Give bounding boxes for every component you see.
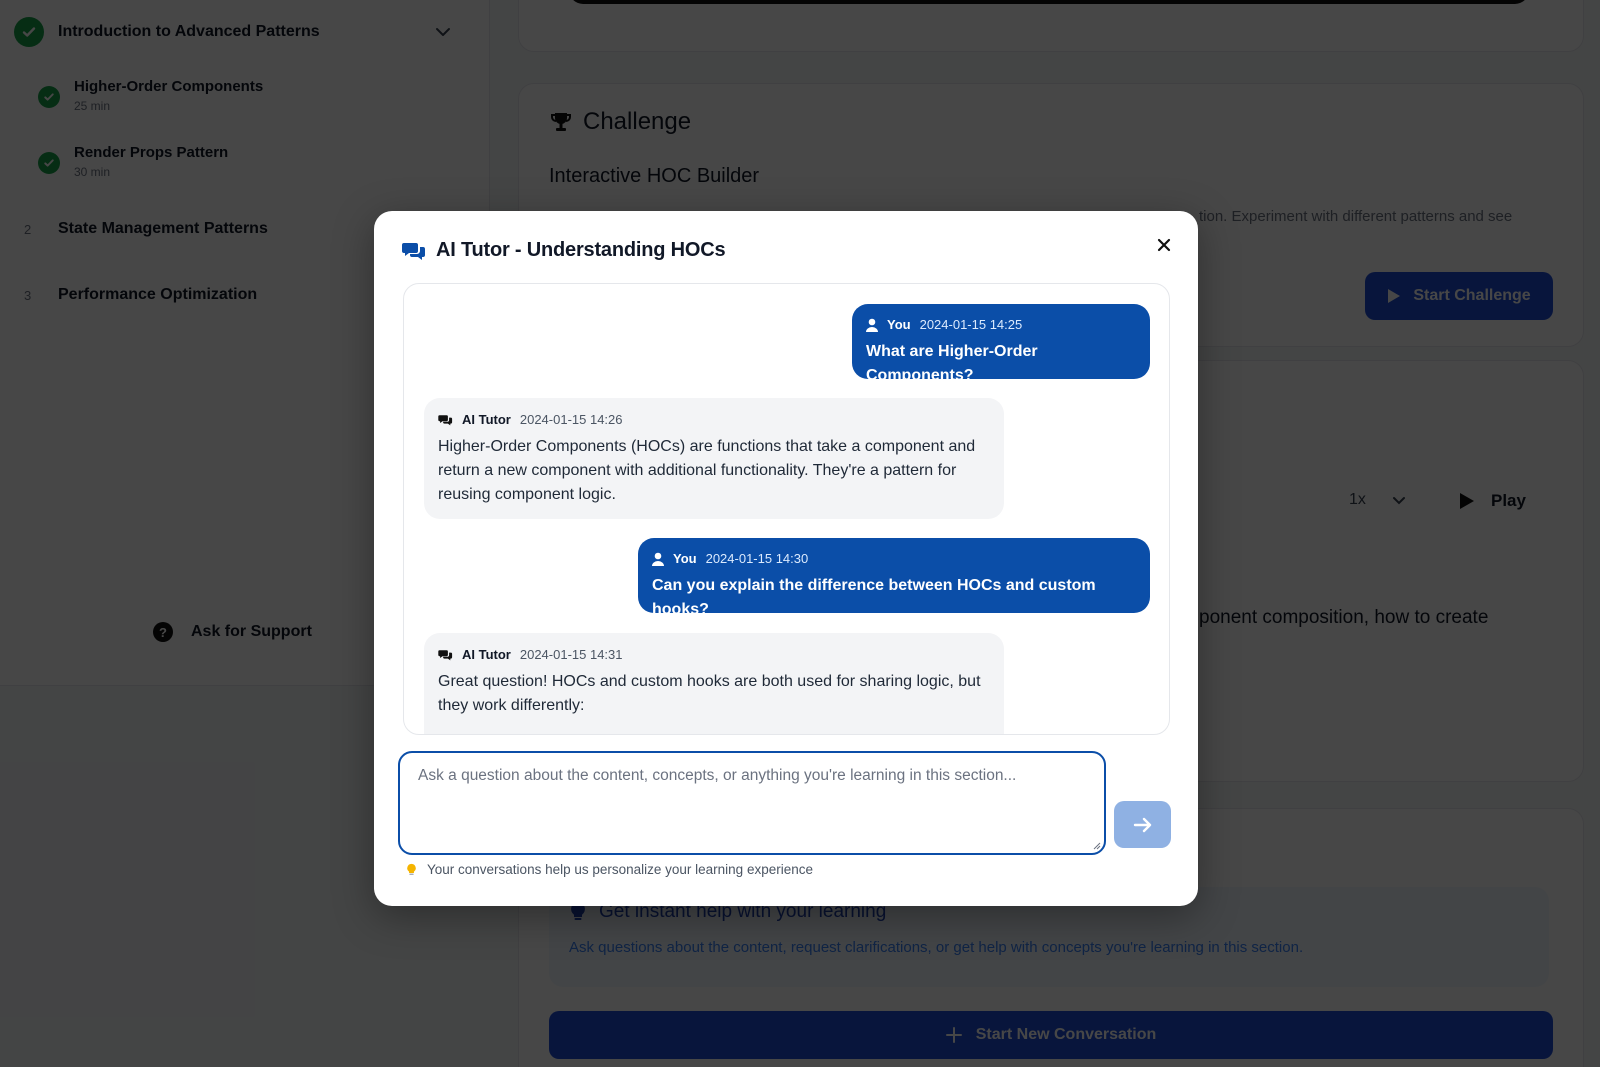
message-time: 2024-01-15 14:30 [705,551,809,566]
message-text: Higher-Order Components (HOCs) are functions that take a component and return a new component with additional functionality. They're a pattern for reusing component logic. [438,438,976,503]
chat-message-user [852,304,1150,384]
close-button[interactable] [1152,233,1176,257]
user-icon [866,318,878,332]
lightbulb-icon [406,863,417,877]
message-text: What are Higher-Order Components? [866,343,1038,384]
modal-title: AI Tutor - Understanding HOCs [436,239,726,261]
message-time: 2024-01-15 14:26 [519,412,623,427]
message-text: Can you explain the difference between HOCs and custom hooks? [652,577,1096,618]
arrow-right-icon [1133,816,1153,834]
chat-bubbles-icon [438,414,453,426]
hint-text: Your conversations help us personalize your learning experience [427,862,813,877]
resize-handle-icon[interactable] [1091,840,1101,850]
personalization-hint [406,862,813,877]
message-sender: You [887,317,911,332]
user-icon [652,552,664,566]
message-text: Great question! HOCs and custom hooks are both used for sharing logic, but they work differently: [438,673,981,714]
message-sender: You [673,551,697,566]
chat-message-ai [424,633,1004,735]
message-time: 2024-01-15 14:31 [519,647,623,662]
chat-bubbles-icon [402,241,426,261]
modal-header [402,239,725,262]
message-time: 2024-01-15 14:25 [919,317,1023,332]
question-input-wrapper [398,751,1106,855]
ai-tutor-modal [374,211,1198,906]
send-button[interactable] [1114,801,1171,848]
chat-bubbles-icon [438,649,453,661]
chat-message-ai [424,398,1004,519]
chat-message-user [638,538,1150,618]
close-icon [1157,238,1171,252]
message-sender: AI Tutor [462,647,511,662]
message-sender: AI Tutor [462,412,511,427]
chat-history[interactable] [403,283,1170,735]
question-input[interactable] [400,753,1104,853]
